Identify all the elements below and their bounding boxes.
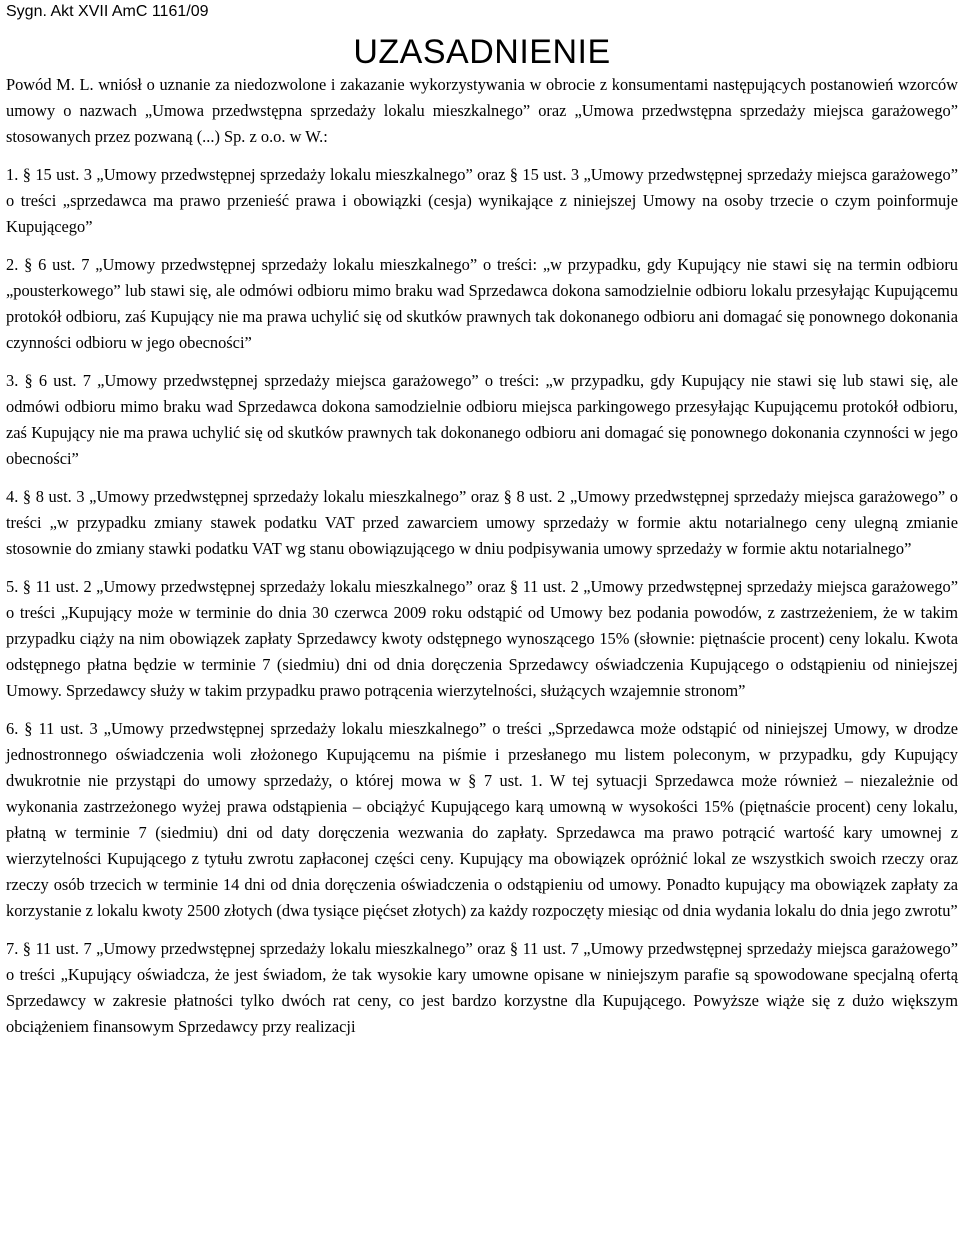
clause-7: 7. § 11 ust. 7 „Umowy przedwstępnej sprzedaży lokalu mieszkalnego” oraz § 11 ust. 7 „Umowy przedwstępnej sprzedaży miejsca garażowego” o treści „Kupujący oświadcza, że jest świadom, że tak wysokie kary umowne opisane w niniejszym parafie są spowodowane specjalną ofertą Sprzedawcy w zakresie płatności tylko dwóch rat ceny, co jest bardzo korzystne dla Kupującego. Powyższe wiąże się z dużo większym obciążeniem finansowym Sprzedawcy przy realizacji [6,939,958,1036]
case-reference: Sygn. Akt XVII AmC 1161/09 [6,3,209,20]
clause-5: 5. § 11 ust. 2 „Umowy przedwstępnej sprzedaży lokalu mieszkalnego” oraz § 11 ust. 2 „Umowy przedwstępnej sprzedaży miejsca garażowego” o treści „Kupujący może w terminie do dnia 30 czerwca 2009 roku odstąpić od Umowy bez podania powodów, z zastrzeżeniem, że w takim przypadku ciąży na nim obowiązek zapłaty Sprzedawcy kwoty odstępnego wynoszącego 15% (słownie: piętnaście procent) ceny lokalu. Kwota odstępnego płatna będzie w terminie 7 (siedmiu) dni od dnia doręczenia Sprzedawcy oświadczenia Kupującego o odstąpieniu od niniejszej Umowy. Sprzedawcy służy w takim przypadku prawo potrącenia wierzytelności, służących wzajemnie stronom” [6,577,958,700]
document-title: UZASADNIENIE [353,33,611,71]
clause-2: 2. § 6 ust. 7 „Umowy przedwstępnej sprzedaży lokalu mieszkalnego” o treści: „w przypadku, gdy Kupujący nie stawi się na termin odbioru „pousterkowego” lub stawi się, ale odmówi odbioru mimo braku wad Sprzedawca dokona samodzielnie odbioru lokalu przesyłając Kupującemu protokół odbioru, zaś Kupujący nie ma prawa uchylić się od skutków prawnych tak dokonanego odbioru ani domagać się ponownego dokonania czynności odbioru w jego obecności” [6,255,958,352]
clause-1: 1. § 15 ust. 3 „Umowy przedwstępnej sprzedaży lokalu mieszkalnego” oraz § 15 ust. 3 „Umowy przedwstępnej sprzedaży miejsca garażowego” o treści „sprzedawca ma prawo przenieść prawa i obowiązki (cesja) wynikające z niniejszej Umowy na osoby trzecie o czym poinformuje Kupującego” [6,165,958,236]
clause-3: 3. § 6 ust. 7 „Umowy przedwstępnej sprzedaży miejsca garażowego” o treści: „w przypadku, gdy Kupujący nie stawi się lub stawi się, ale odmówi odbioru mimo braku wad Sprzedawca dokona samodzielnie odbioru miejsca parkingowego przesyłając Kupującemu protokół odbioru, zaś Kupujący nie ma prawa uchylić się od skutków prawnych tak dokonanego odbioru ani domagać się ponownego dokonania czynności w jego obecności” [6,371,958,468]
clause-6: 6. § 11 ust. 3 „Umowy przedwstępnej sprzedaży lokalu mieszkalnego” o treści „Sprzedawca może odstąpić od niniejszej Umowy, w drodze jednostronnego oświadczenia woli złożonego Kupującemu na piśmie i przesłanego mu listem poleconym, w przypadku, gdy Kupujący dwukrotnie nie przystąpi do umowy sprzedaży, o której mowa w § 7 ust. 1. W tej sytuacji Sprzedawca może również – niezależnie od wykonania zastrzeżonego wyżej prawa odstąpienia – obciążyć Kupującego karą umowną w wysokości 15% (piętnaście procent) ceny lokalu, płatną w terminie 7 (siedmiu) dni od daty doręczenia wezwania do zapłaty. Sprzedawca ma prawo potrącić wartość kary umownej z wierzytelności Kupującego z tytułu zwrotu zapłaconej części ceny. Kupujący ma obowiązek opróżnić lokal ze wszystkich swoich rzeczy oraz rzeczy osób trzecich w terminie 14 dni od dnia doręczenia oświadczenia o odstąpieniu od umowy. Ponadto kupujący ma obowiązek zapłaty za korzystanie z lokalu kwoty 2500 złotych (dwa tysiące pięćset złotych) za każdy rozpoczęty miesiąc od dnia wydania lokalu do dnia jego zwrotu” [6,719,958,920]
intro-paragraph: Powód M. L. wniósł o uznanie za niedozwolone i zakazanie wykorzystywania w obrocie z konsumentami następujących postanowień wzorców umowy o nazwach „Umowa przedwstępna sprzedaży lokalu mieszkalnego” oraz „Umowa przedwstępna sprzedaży miejsca garażowego” stosowanych przez pozwaną (...) Sp. z o.o. w W.: [6,75,958,146]
clause-4: 4. § 8 ust. 3 „Umowy przedwstępnej sprzedaży lokalu mieszkalnego” oraz § 8 ust. 2 „Umowy przedwstępnej sprzedaży miejsca garażowego” o treści „w przypadku zmiany stawek podatku VAT przed zawarciem umowy sprzedaży w formie aktu notarialnego ceny ulegną zmianie stosownie do zmiany stawki podatku VAT wg stanu obowiązującego w dniu podpisywania umowy sprzedaży w formie aktu notarialnego” [6,487,958,558]
document-page [6,0,958,1040]
